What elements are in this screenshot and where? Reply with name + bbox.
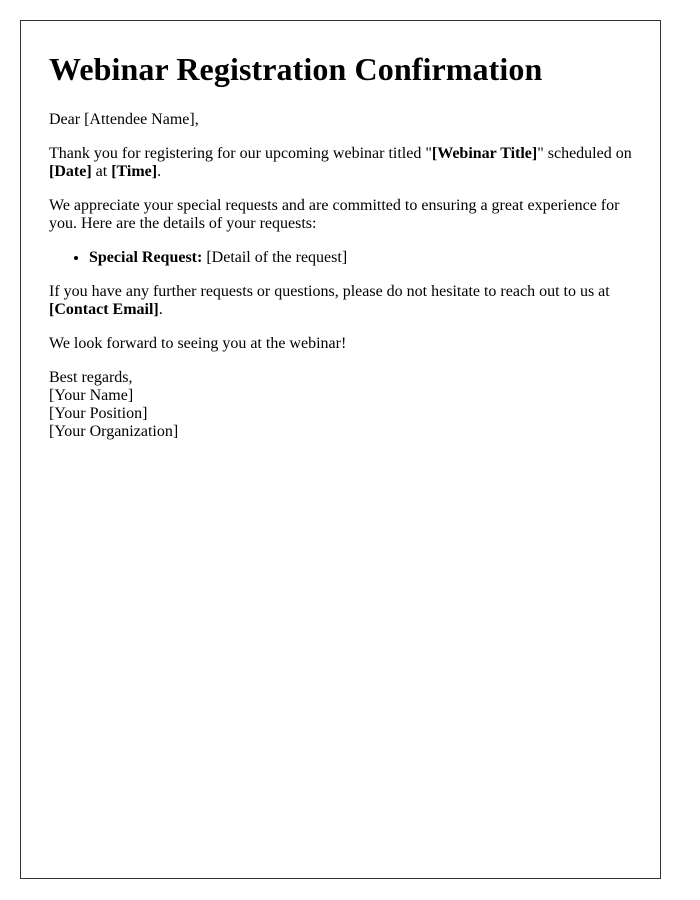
further-paragraph	[49, 283, 632, 319]
webinar-time: [Time]	[111, 163, 158, 180]
closing: Best regards,	[49, 369, 133, 386]
greeting: Dear [Attendee Name],	[49, 111, 199, 128]
list-item	[89, 249, 632, 267]
webinar-title: [Webinar Title]	[431, 145, 538, 162]
thanks-text: Thank you for registering for our upcoming webinar titled "	[49, 145, 432, 162]
further-text: If you have any further requests or questions, please do not hesitate to reach out to us at	[49, 283, 610, 300]
page-title: Webinar Registration Confirmation	[49, 51, 543, 87]
forward-paragraph: We look forward to seeing you at the webinar!	[49, 335, 347, 352]
contact-email: [Contact Email]	[49, 301, 159, 318]
requests-list	[49, 249, 632, 267]
thanks-scheduled-text: " scheduled on	[537, 145, 632, 162]
letter-container	[20, 20, 661, 879]
sender-name: [Your Name]	[49, 387, 134, 404]
sender-organization: [Your Organization]	[49, 423, 179, 440]
sender-position: [Your Position]	[49, 405, 148, 422]
further-end: .	[158, 301, 163, 318]
thanks-at-text: at	[91, 163, 112, 180]
webinar-date: [Date]	[49, 163, 92, 180]
thanks-end: .	[157, 163, 162, 180]
appreciate-paragraph: We appreciate your special requests and are committed to ensuring a great experience for you. Here are the details of your requests:	[49, 197, 620, 232]
signoff	[49, 369, 632, 441]
thanks-paragraph	[49, 145, 632, 181]
request-detail: [Detail of the request]	[202, 249, 348, 266]
request-label: Special Request:	[89, 249, 203, 266]
